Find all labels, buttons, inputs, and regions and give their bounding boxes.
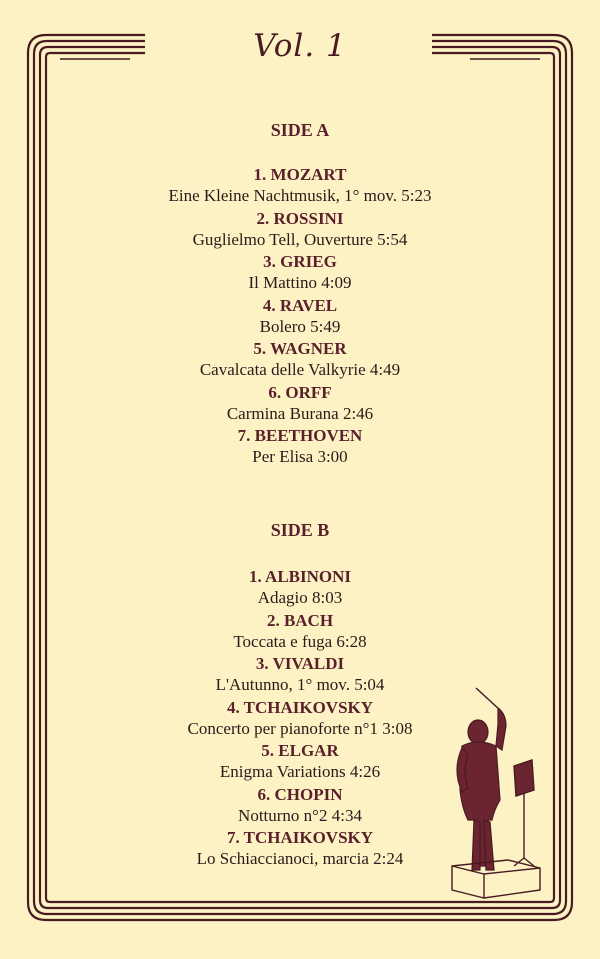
track-composer: 2. BACH [266,610,334,630]
track-piece: Notturno n°2 4:34 [238,805,362,825]
track-piece: Il Mattino 4:09 [248,273,352,292]
track-composer: 5. ELGAR [261,741,339,760]
side-a-tracklist [0,164,600,469]
track-a1 [0,164,600,208]
track-composer: 1. MOZART [253,165,347,184]
track-composer: 2. ROSSINI [256,208,344,228]
track-piece: Bolero 5:49 [259,316,341,336]
track-piece: Eine Kleine Nachtmusik, 1° mov. 5:23 [168,186,432,205]
track-composer: 5. WAGNER [253,339,347,358]
track-piece: Cavalcata delle Valkyrie 4:49 [199,360,401,379]
track-piece: Adagio 8:03 [257,588,343,607]
track-piece: Toccata e fuga 6:28 [233,631,367,651]
track-piece: Concerto per pianoforte n°1 3:08 [187,718,413,738]
track-piece: Guglielmo Tell, Ouverture 5:54 [192,229,408,249]
track-composer: 4. RAVEL [262,295,338,315]
track-a5 [0,338,600,382]
track-a6 [0,382,600,426]
track-composer: 3. GRIEG [263,252,337,271]
track-composer: 6. CHOPIN [257,784,343,804]
conductor-silhouette-icon [448,680,548,900]
track-composer: 3. VIVALDI [255,654,345,673]
track-composer: 4. TCHAIKOVSKY [226,697,374,717]
track-composer: 6. ORFF [268,382,332,402]
track-b1 [0,566,600,610]
track-piece: Carmina Burana 2:46 [226,403,374,423]
track-a4 [0,295,600,339]
track-composer: 7. TCHAIKOVSKY [226,828,374,847]
track-composer: 7. BEETHOVEN [237,426,363,445]
track-piece: Lo Schiaccianoci, marcia 2:24 [196,849,404,868]
track-a2 [0,208,600,252]
track-piece: Enigma Variations 4:26 [219,762,381,781]
track-piece: L'Autunno, 1° mov. 5:04 [215,675,385,694]
track-composer: 1. ALBINONI [248,567,352,586]
track-a3 [0,251,600,295]
track-piece: Per Elisa 3:00 [252,447,348,466]
side-a-heading: SIDE A [270,120,330,140]
track-b2 [0,610,600,654]
volume-title: Vol. 1 [253,28,347,64]
side-b-heading: SIDE B [270,520,330,540]
track-a7 [0,425,600,469]
